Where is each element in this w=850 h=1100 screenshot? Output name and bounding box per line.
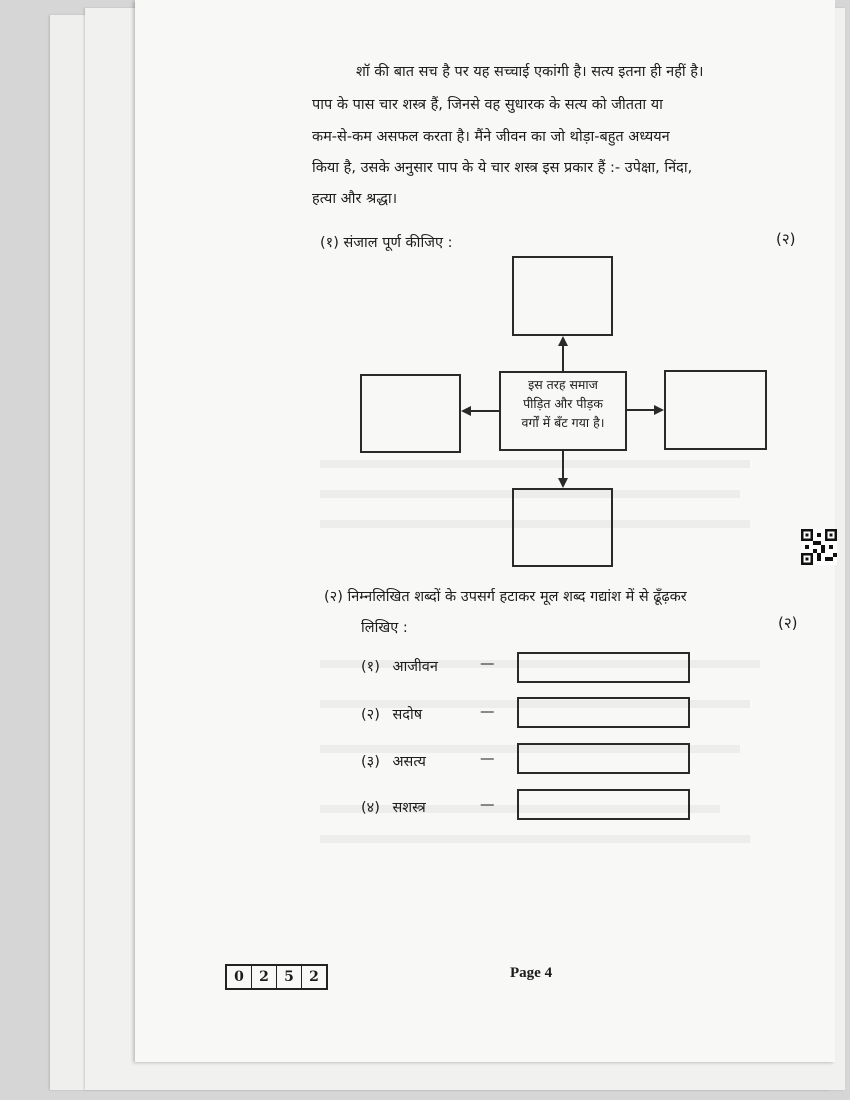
list-item (361, 751, 495, 771)
page-number: Page 4 (510, 965, 553, 981)
list-item (361, 704, 495, 724)
question-1-label: (१) संजाल पूर्ण कीजिए : (320, 235, 453, 251)
passage-line: कम-से-कम असफल करता है। मैंने जीवन का जो थोड़ा-बहुत अध्ययन (312, 129, 670, 145)
item-dash: — (480, 797, 495, 813)
item-number: (४) (361, 800, 380, 816)
passage-line: पाप के पास चार शस्त्र हैं, जिनसे वह सुधारक के सत्य को जीतता या (312, 97, 663, 113)
question-2-marks: (२) (778, 614, 798, 632)
center-box-line: वर्गों में बँट गया है। (521, 415, 605, 430)
answer-box-2[interactable] (517, 697, 690, 728)
passage-line: शॉ की बात सच है पर यह सच्चाई एकांगी है। सत्य इतना ही नहीं है। (356, 64, 704, 80)
answer-box-4[interactable] (517, 789, 690, 820)
list-item (361, 656, 495, 676)
qr-code-icon (801, 529, 837, 565)
answer-box-3[interactable] (517, 743, 690, 774)
item-dash: — (480, 704, 495, 720)
item-word: आजीवन (392, 659, 438, 675)
center-box-line: इस तरह समाज (528, 377, 598, 392)
passage-line: किया है, उसके अनुसार पाप के ये चार शस्त्र इस प्रकार हैं :- उपेक्षा, निंदा, (312, 160, 693, 176)
code-digit: 2 (252, 966, 277, 988)
code-digit: 0 (227, 966, 252, 988)
item-dash: — (480, 751, 495, 767)
question-2-label: (२) निम्नलिखित शब्दों के उपसर्ग हटाकर मूल शब्द गद्यांश में से ढूँढ़कर (324, 589, 687, 605)
item-dash: — (480, 656, 495, 672)
paper-code-box (225, 964, 328, 990)
item-number: (१) (361, 659, 380, 675)
answer-box-1[interactable] (517, 652, 690, 683)
question-1-marks: (२) (776, 230, 796, 248)
item-word: सशस्त्र (392, 800, 426, 816)
list-item (361, 797, 495, 817)
item-number: (३) (361, 754, 380, 770)
code-digit: 5 (277, 966, 302, 988)
item-number: (२) (361, 707, 380, 723)
item-word: सदोष (392, 707, 423, 723)
passage-line: हत्या और श्रद्धा। (312, 191, 398, 207)
question-2-label-cont: लिखिए : (361, 620, 408, 636)
center-box-line: पीड़ित और पीड़क (523, 396, 603, 411)
item-word: असत्य (392, 754, 426, 770)
code-digit: 2 (309, 969, 319, 985)
